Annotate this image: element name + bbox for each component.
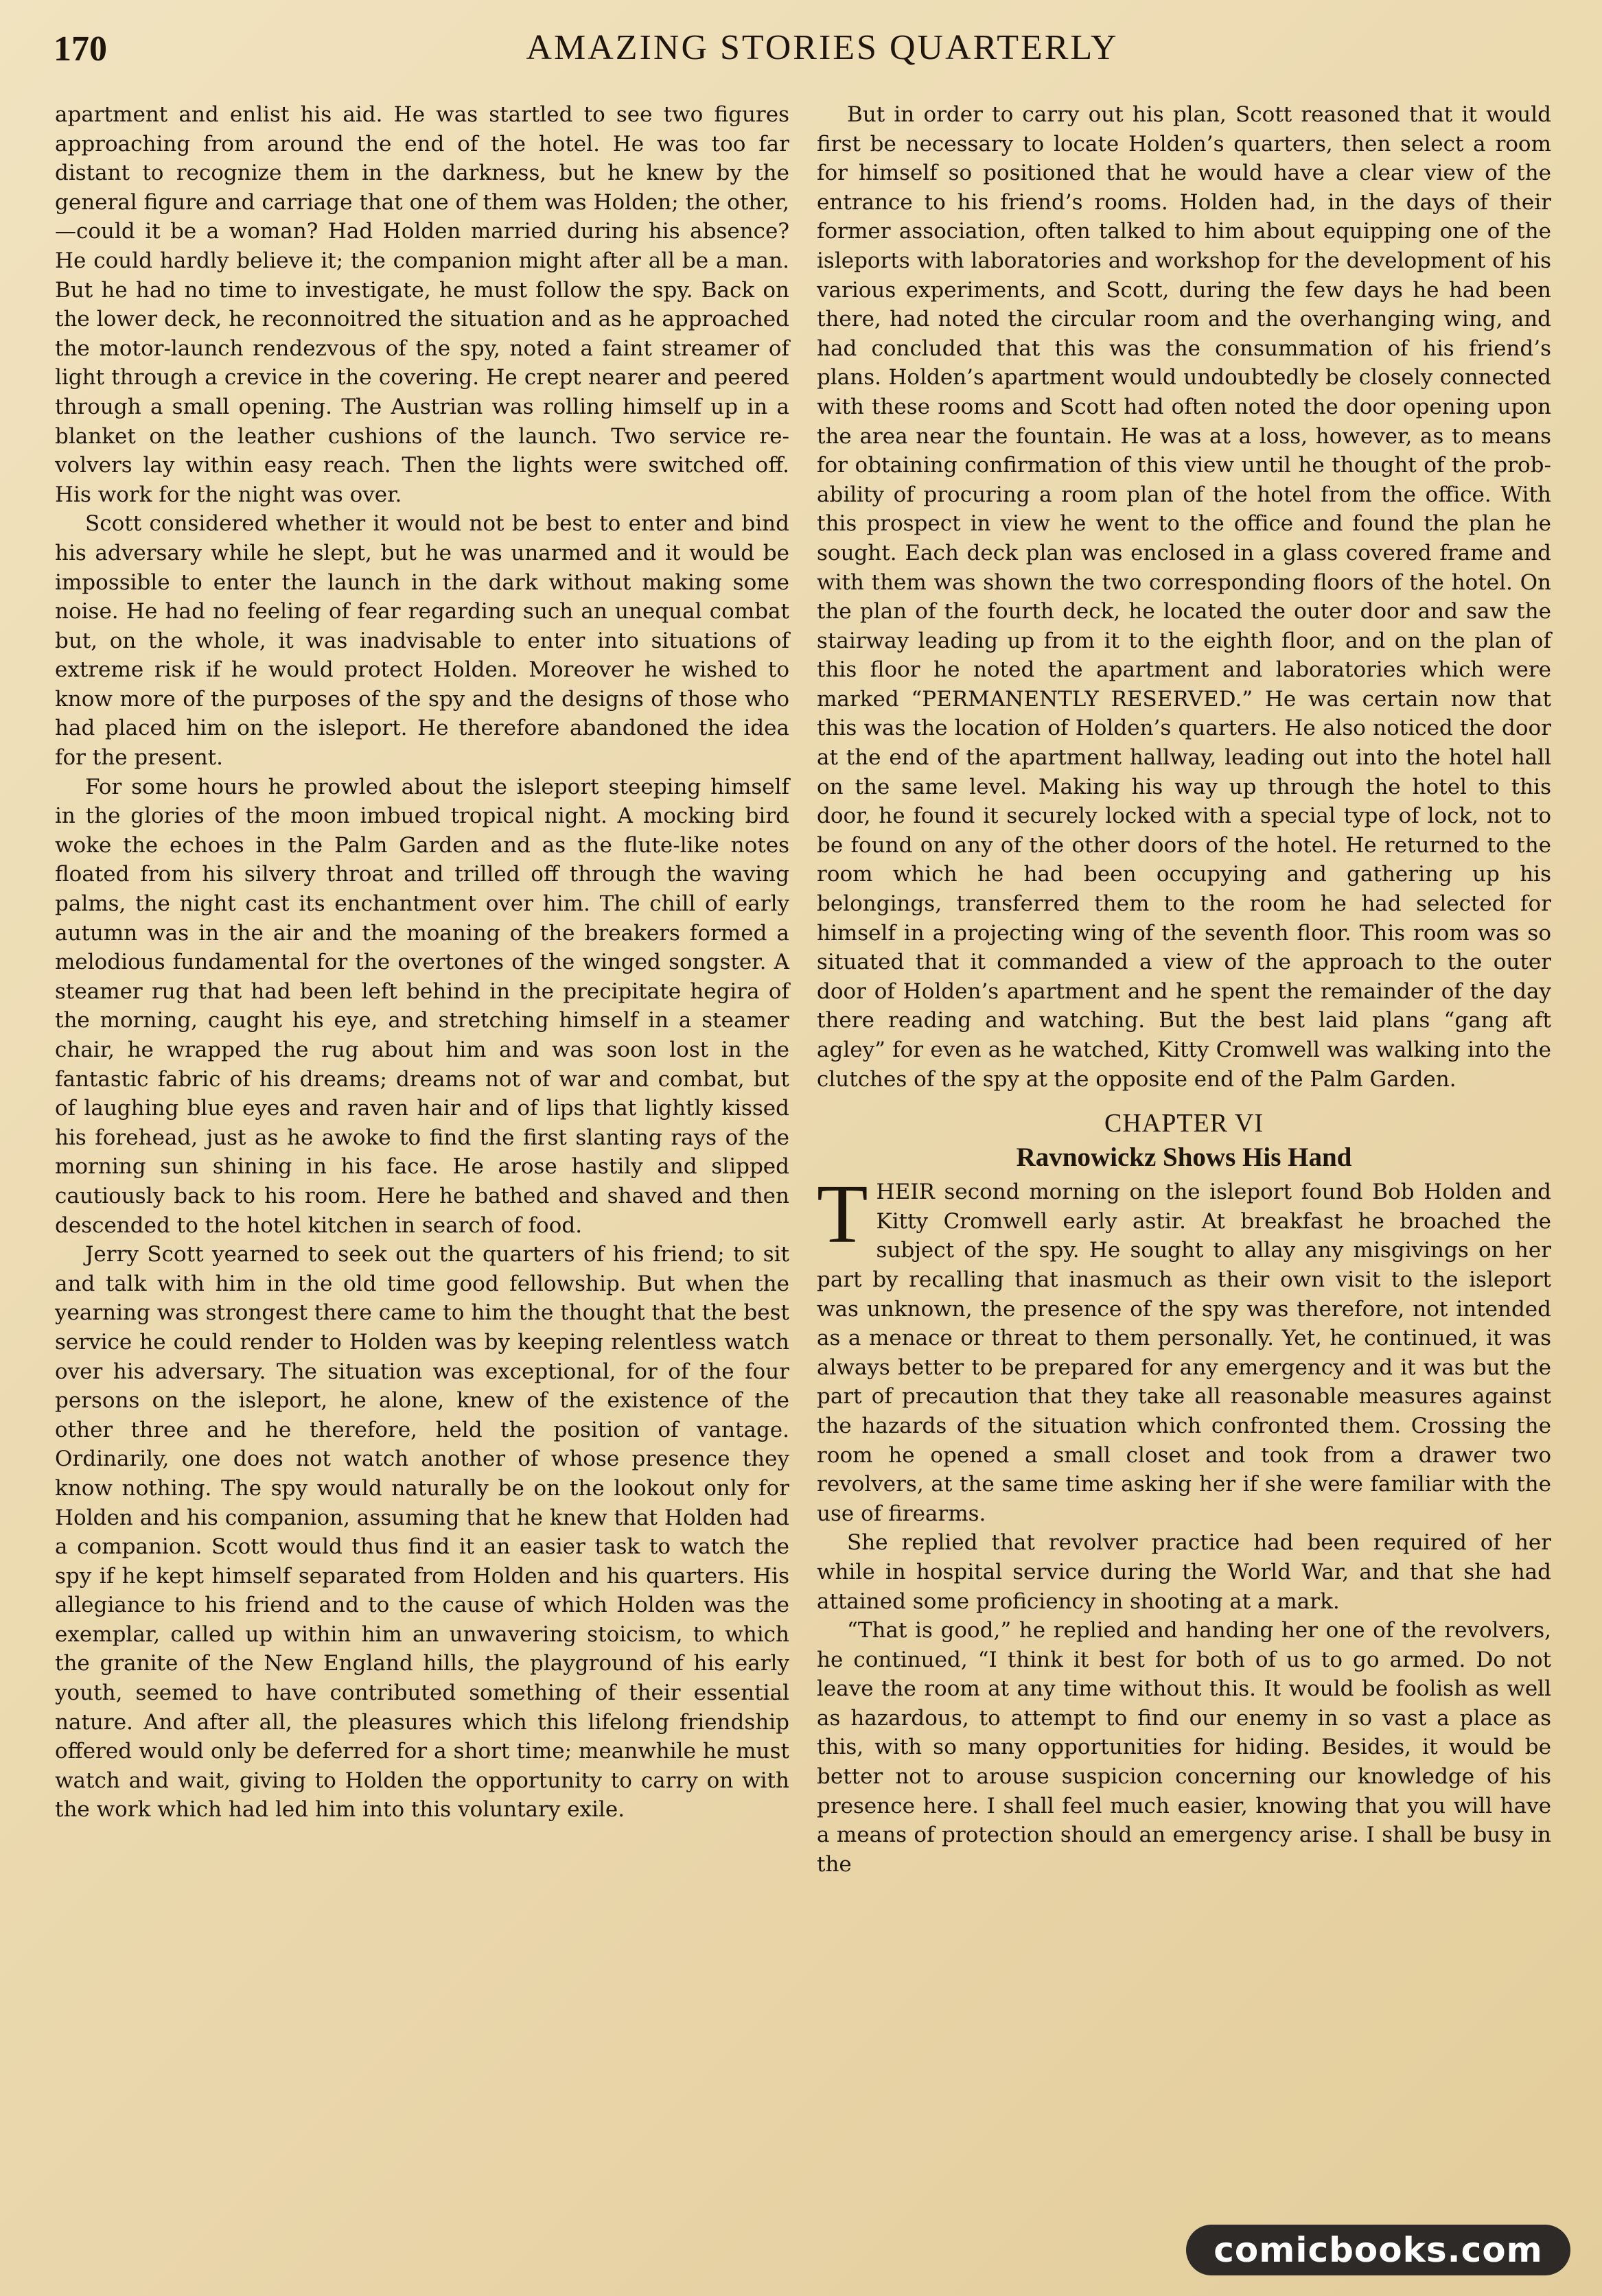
paragraph: Scott considered whether it would not be best to enter and bind his adversary while he slept, but he was unarmed and it would be impossible to enter the launch in the dark without making some noise. He had no feeling of fear regarding such an unequal combat but, on the whole, it was inadvisable to enter into situations of extreme risk if he would protect Holden. Moreover he wished to know more of the purposes of the spy and the designs of those who had placed him on the isleport. He therefore abandoned the idea for the present. — [55, 511, 789, 771]
chapter-title: Ravnowickz Shows His Hand — [1016, 1143, 1352, 1173]
paragraph: Jerry Scott yearned to seek out the quarters of his friend; to sit and talk with him in the old time good fellowship. But when the yearning was strongest there came to him the thought that the best service he could render to Holden was by keeping relentless watch over his adversary. The situation was exceptional, for of the four persons on the isleport, he alone, knew of the existence of the other three and he therefore, held the position of vantage. Ordinarily, one does not watch another of whose presence they know nothing. The spy would naturally be on the lookout only for Holden and his companion, assuming that he knew that Holden had a companion. Scott would thus find it an easier task to watch the spy if he kept himself separated from Holden and his quarters. His allegiance to his friend and to the cause of which Holden was the exemplar, called up within him an unwavering stoicism, to which the granite of the New England hills, the playground of his early youth, seemed to have contributed something of their essential nature. And after all, the pleasures which this lifelong friendship offered would only be deferred for a short time; meanwhile he must watch and wait, giving to Holden the opportunity to carry on with the work which had led him into this voluntary exile. — [55, 1242, 789, 1823]
left-column — [55, 100, 789, 1825]
drop-cap: T — [817, 1168, 868, 1261]
running-title: AMAZING STORIES QUARTERLY — [526, 28, 1119, 67]
paragraph: But in order to carry out his plan, Scott reasoned that it would first be necessary to locate Holden’s quarters, then select a room for himself so positioned that he would have a clear view of the entrance to his friend’s rooms. Holden had, in the days of their former association, often talked to him about equipping one of the isleports with laboratories and workshop for the development of his various experiments, and Scott, during the few days he had been there, had noted the circular room and the overhanging wing, and had concluded that this was the consummation of his friend’s plans. Holden’s apartment would undoubtedly be closely connected with these rooms and Scott had often noted the door opening upon the area near the fountain. He was at a loss, however, as to means for obtaining confirmation of this view until he thought of the probability of procuring a room plan of the hotel from the office. With this prospect in view he went to the office and found the plan he sought. Each deck plan was enclosed in a glass covered frame and with them was shown the two corresponding floors of the hotel. On the plan of the fourth deck, he located the outer door and saw the stairway leading up from it to the eighth floor, and on the plan of this floor he noted the apartment and laboratories which were marked “PERMANENTLY RESERVED.” He was certain now that this was the location of Holden’s quarters. He also noticed the door at the end of the apartment hallway, leading out into the hotel hall on the same level. Making his way up through the hotel to this door, he found it securely locked with a special type of lock, not to be found on any of the other doors of the hotel. He returned to the room which he had been occupying and gathering up his belongings, transferred them to the room he had selected for himself in a projecting wing of the seventh floor. This room was so situated that it commanded a view of the approach to the outer door of Holden’s apartment and he spent the remainder of the day there reading and watching. But the best laid plans “gang aft agley” for even as he watched, Kitty Cromwell was walking into the clutches of the spy at the opposite end of the Palm Garden. — [817, 102, 1551, 1092]
page-header — [54, 23, 1550, 78]
paragraph: apartment and enlist his aid. He was startled to see two figures approaching from around the end of the hotel. He was too far distant to recognize them in the darkness, but he knew by the general figure and carriage that one of them was Holden; the other,—could it be a woman? Had Holden married during his absence? He could hardly believe it; the companion might after all be a man. But he had no time to investigate, he must follow the spy. Back on the lower deck, he reconnoitred the situation and as he approached the motor-launch rendezvous of the spy, noted a faint streamer of light through a crevice in the covering. He crept nearer and peered through a small opening. The Austrian was rolling himself up in a blanket on the leather cushions of the launch. Two service revolvers lay within easy reach. Then the lights were switched off. His work for the night was over. — [55, 102, 789, 507]
paragraph: For some hours he prowled about the isleport steeping himself in the glories of the moon imbued tropical night. A mocking bird woke the echoes in the Palm Garden and as the flute-like notes floated from his silvery throat and trilled off through the waving palms, the night cast its enchantment over him. The chill of early autumn was in the air and the moaning of the breakers formed a melodious fundamental for the overtones of the winged songster. A steamer rug that had been left behind in the precipitate hegira of the morning, caught his eye, and stretching himself in a steamer chair, he wrapped the rug about him and was soon lost in the fantastic fabric of his dreams; dreams not of war and combat, but of laughing blue eyes and raven hair and of lips that lightly kissed his forehead, just as he awoke to find the first slanting rays of the morning sun shining in his face. He arose hastily and slipped cautiously back to his room. Here he bathed and shaved and then descended to the hotel kitchen in search of food. — [55, 774, 789, 1238]
chapter-number: CHAPTER VI — [1104, 1109, 1264, 1138]
paragraph: “That is good,” he replied and handing her one of the revolvers, he continued, “I think it best for both of us to go armed. Do not leave the room at any time without this. It would be foolish as well as hazardous, to attempt to find our enemy in so vast a place as this, with so many opportunities for hiding. Besides, it would be better not to arouse suspicion concerning our knowledge of his presence here. I shall feel much easier, knowing that you will have a means of protection should an emergency arise. I shall be busy in the — [817, 1618, 1551, 1877]
paragraph-text: HEIR second morning on the isleport found Bob Holden and Kitty Cromwell early astir. At breakfast he broached the subject of the spy. He sought to allay any misgivings on her part by recalling that inasmuch as their own visit to the isleport was unknown, the presence of the spy was therefore, not intended as a menace or threat to them personally. Yet, he continued, it was always better to be prepared for any emergency and it was but the part of precaution that they take all reasonable measures against the hazards of the situation which confronted them. Crossing the room he opened a small closet and took from a drawer two revolvers, at the same time asking her if she were familiar with the use of firearms. — [817, 1180, 1551, 1526]
page-number: 170 — [54, 30, 107, 69]
chapter-opening-paragraph — [817, 1168, 1551, 1528]
right-column — [817, 100, 1551, 1879]
site-watermark: comicbooks.com — [1186, 2225, 1570, 2275]
paragraph: She replied that revolver practice had been required of her while in hospital service during the World War, and that she had attained some proficiency in shooting at a mark. — [817, 1530, 1551, 1614]
